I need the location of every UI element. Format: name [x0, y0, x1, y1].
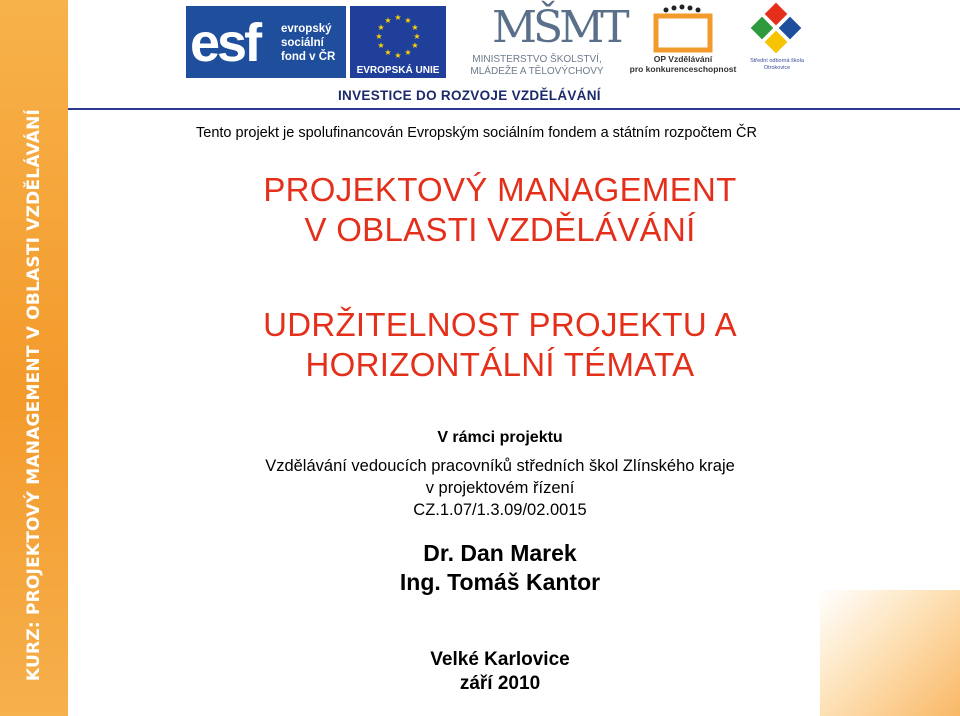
svg-text:★: ★ [377, 41, 385, 50]
svg-text:★: ★ [394, 13, 402, 22]
svg-text:★: ★ [384, 16, 392, 25]
eu-flag-logo [350, 6, 446, 78]
svg-text:★: ★ [384, 48, 392, 57]
project-name-line2: v projektovém řízení [425, 479, 575, 497]
author-2: Ing. Tomáš Kantor [399, 569, 601, 595]
left-sidebar-bar [0, 0, 68, 716]
eu-stars-icon [356, 10, 440, 64]
funding-statement: Tento projekt je spolufinancován Evropským sociálním fondem a státním rozpočtem ČR [196, 125, 757, 141]
op-logo-text: OP Vzdělávání pro konkurenceschopnost [629, 54, 737, 74]
sidebar-vertical-text: KURZ: PROJEKTOVÝ MANAGEMENT V OBLASTI VZDĚLÁVÁNÍ [24, 108, 44, 682]
eu-label: EVROPSKÁ UNIE [356, 65, 440, 76]
svg-text:★: ★ [404, 48, 412, 57]
place-and-date [120, 648, 880, 696]
op-logo-icon [628, 4, 738, 54]
header-divider [68, 108, 960, 110]
svg-text:★: ★ [375, 32, 383, 41]
svg-text:★: ★ [411, 41, 419, 50]
school-logo [742, 2, 812, 78]
authors [120, 539, 880, 597]
project-description [120, 455, 880, 521]
school-logo-icon [742, 2, 812, 58]
project-name-line1: Vzdělávání vedoucích pracovníků středních škol Zlínského kraje [265, 457, 735, 475]
op-vzdelavani-logo [628, 4, 738, 78]
msmt-logo [452, 2, 626, 78]
project-code: CZ.1.07/1.3.09/02.0015 [413, 501, 587, 519]
svg-text:★: ★ [411, 23, 419, 32]
esf-logo [186, 6, 346, 78]
esf-logo-letters: esf [190, 13, 260, 73]
course-title: PROJEKTOVÝ MANAGEMENT V OBLASTI VZDĚLÁVÁNÍ [263, 171, 737, 248]
esf-logo-text: evropský sociální fond v ČR [281, 23, 336, 63]
svg-text:★: ★ [394, 51, 402, 60]
msmt-mark: MŠMT [492, 2, 626, 53]
msmt-text: MINISTERSTVO ŠKOLSTVÍ, MLÁDEŽE A TĚLOVÝCHOVY [470, 54, 604, 77]
school-logo-text: Střední odborná škola Otrokovice [750, 58, 804, 71]
author-1: Dr. Dan Marek [423, 540, 577, 566]
svg-text:★: ★ [377, 23, 385, 32]
lecture-title: UDRŽITELNOST PROJEKTU A HORIZONTÁLNÍ TÉMATA [263, 306, 737, 383]
svg-text:★: ★ [404, 16, 412, 25]
investice-banner: INVESTICE DO ROZVOJE VZDĚLÁVÁNÍ [338, 88, 601, 103]
place: Velké Karlovice [430, 649, 570, 670]
svg-text:★: ★ [413, 32, 421, 41]
date: září 2010 [459, 673, 541, 694]
project-frame-label: V rámci projektu [437, 429, 563, 446]
